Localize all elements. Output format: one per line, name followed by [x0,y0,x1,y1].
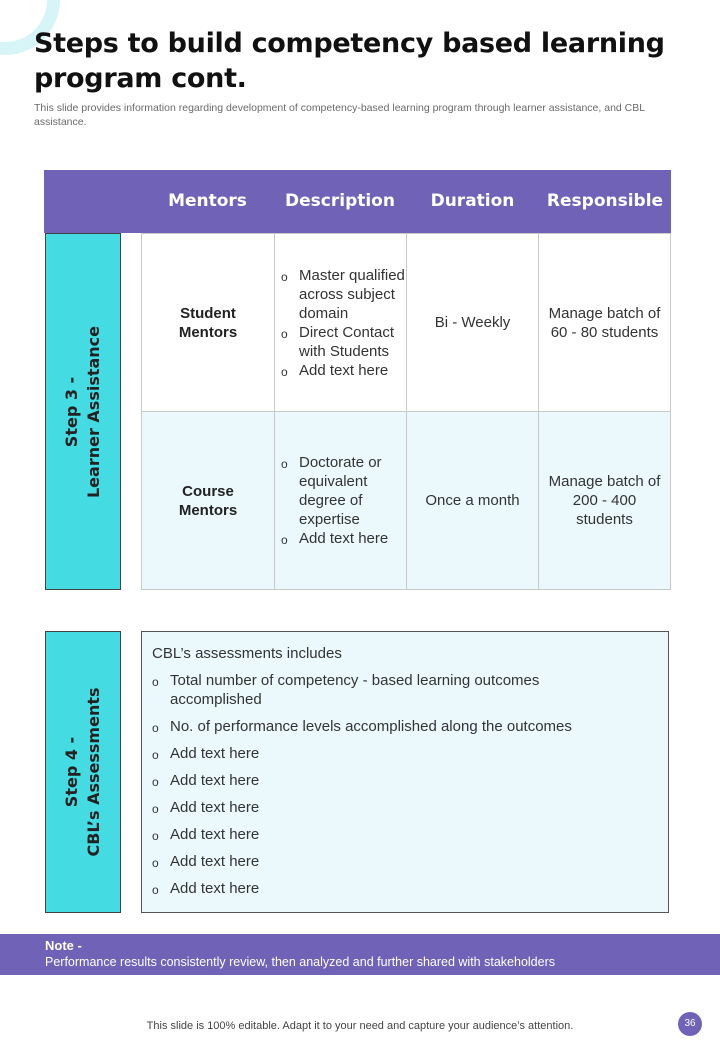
list-item: o Direct Contact with Students [281,323,406,361]
responsible-value: Manage batch of 200 - 400 students [548,473,661,528]
step4-title: Step 4 - [62,736,81,808]
step4-label [61,687,105,856]
list-item: o Add text here [281,529,406,548]
mentor-name: Student Mentors [178,304,238,341]
page-subtitle: This slide provides information regarding development of competency-based learning program through learner assistance, and CBL assistance. [34,102,645,128]
description-list [281,453,406,548]
list-item: o No. of performance levels accomplished along the outcomes [152,717,590,736]
step3-label [61,325,105,497]
table-cell-mentor [142,234,274,411]
list-item: o Add text here [281,361,406,380]
list-item: o Master qualified across subject domain [281,266,406,323]
assessments-intro: CBL’s assessments includes [152,645,342,662]
assessments-list [152,671,668,898]
table-cell-duration [407,412,538,589]
header-mentors: Mentors [168,191,247,211]
list-item: o Doctorate or equivalent degree of expertise [281,453,406,529]
table-cell-duration [407,234,538,411]
table-cell-mentor [142,412,274,589]
list-item: o Add text here [152,744,590,763]
list-item: o Add text here [152,879,590,898]
list-item: o Add text here [152,771,590,790]
page-title: Steps to build competency based learning program cont. [34,28,665,94]
step3-label-box [45,233,121,590]
note-banner [0,934,720,975]
duration-value: Once a month [425,492,520,509]
note-title: Note - [45,938,82,953]
list-item: o Add text here [152,852,590,871]
note-text: Performance results consistently review, then analyzed and further shared with stakeholders [45,955,555,969]
mentors-table [141,233,671,590]
header-duration: Duration [430,191,515,211]
table-cell-responsible [539,234,670,411]
mentor-name: Course Mentors [178,482,238,519]
assessments-box [141,631,669,913]
step4-label-box [45,631,121,913]
table-cell-description [275,412,406,589]
step3-title: Step 3 - [62,376,81,447]
page-number-badge: 36 [678,1012,702,1036]
table-cell-description [275,234,406,411]
list-item: o Total number of competency - based learning outcomes accomplished [152,671,590,709]
description-list [281,266,406,380]
table-cell-responsible [539,412,670,589]
list-item: o Add text here [152,825,590,844]
step3-subtitle: Learner Assistance [84,325,103,498]
responsible-value: Manage batch of 60 - 80 students [548,304,661,341]
step4-subtitle: CBL’s Assessments [84,687,103,857]
footer-text: This slide is 100% editable. Adapt it to your need and capture your audience’s attention. [146,1020,574,1032]
duration-value: Bi - Weekly [434,314,511,331]
header-responsible: Responsible [546,191,664,211]
list-item: o Add text here [152,798,590,817]
header-description: Description [285,191,395,211]
